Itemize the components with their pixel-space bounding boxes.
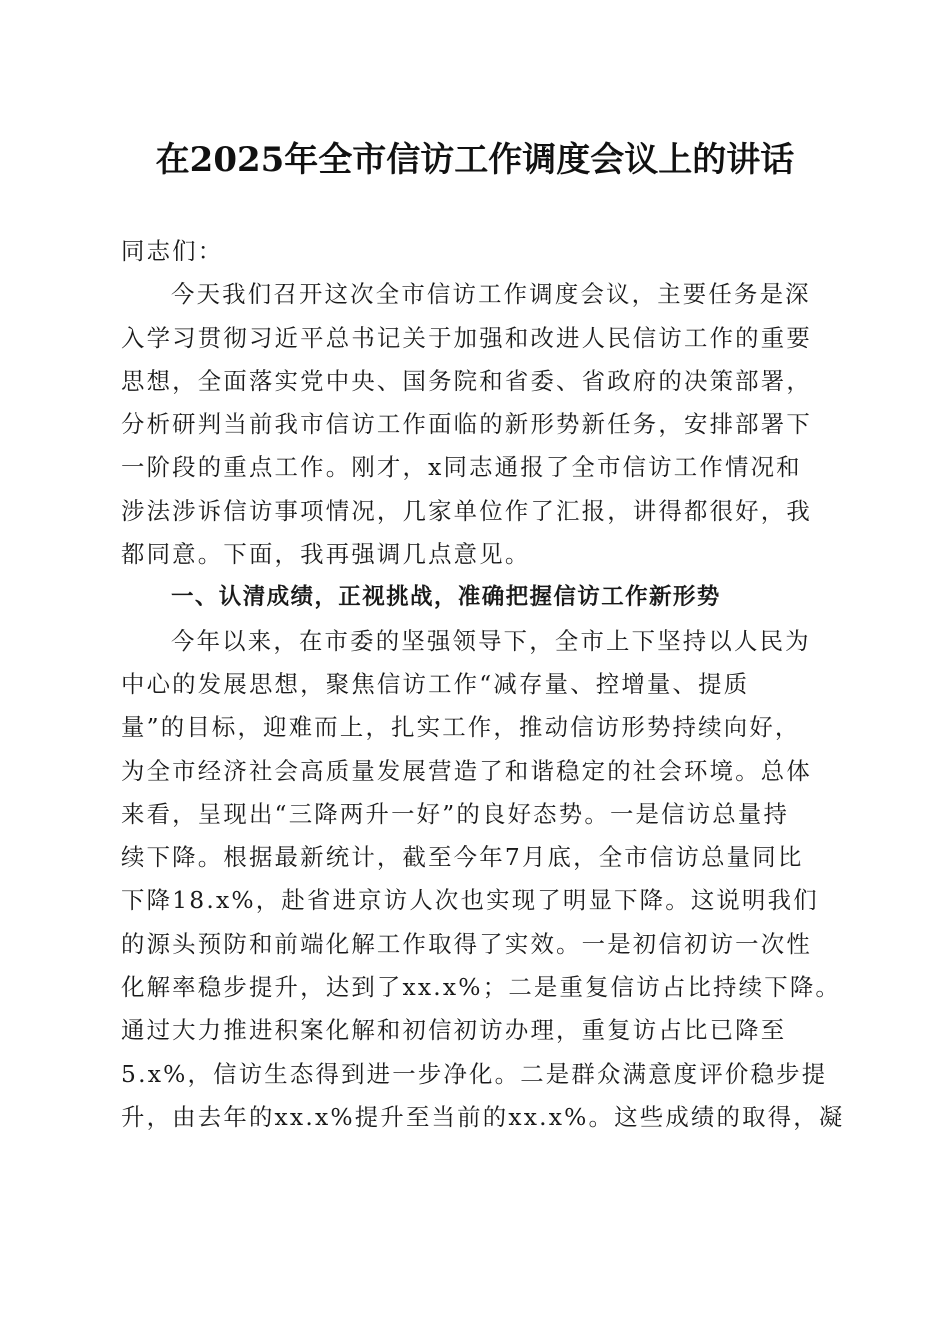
paragraph-line: 中心的发展思想，聚焦信访工作“减存量、控增量、提质 [121,669,750,698]
paragraph-line: 为全市经济社会高质量发展营造了和谐稳定的社会环境。总体 [121,756,812,785]
paragraph-line: 的源头预防和前端化解工作取得了实效。一是初信初访一次性 [121,929,812,958]
paragraph-line: 通过大力推进积案化解和初信初访办理，重复访占比已降至 [121,1016,787,1045]
paragraph-line: 思想，全面落实党中央、国务院和省委、省政府的决策部署， [121,366,812,395]
paragraph-line: 量”的目标，迎难而上，扎实工作，推动信访形势持续向好， [121,713,801,742]
paragraph-line: 化解率稳步提升，达到了xx.x%；二是重复信访占比持续下降。 [121,973,841,1002]
paragraph-line: 都同意。下面，我再强调几点意见。 [121,540,531,569]
paragraph-line: 涉法涉诉信访事项情况，几家单位作了汇报，讲得都很好，我 [121,496,812,525]
salutation: 同志们： [121,237,224,265]
document-title: 在2025年全市信访工作调度会议上的讲话 [155,140,795,180]
paragraph-line: 5.x%，信访生态得到进一步净化。二是群众满意度评价稳步提 [121,1059,828,1088]
paragraph-line: 今天我们召开这次全市信访工作调度会议，主要任务是深 [171,280,811,309]
paragraph-line: 续下降。根据最新统计，截至今年7月底，全市信访总量同比 [121,843,804,872]
section-heading: 一、认清成绩，正视挑战，准确把握信访工作新形势 [171,584,721,611]
paragraph-line: 入学习贯彻习近平总书记关于加强和改进人民信访工作的重要 [121,323,812,352]
paragraph-line: 来看，呈现出“三降两升一好”的良好态势。一是信访总量持 [121,799,790,828]
paragraph-line: 下降18.x%，赴省进京访人次也实现了明显下降。这说明我们 [121,886,819,915]
paragraph-line: 分析研判当前我市信访工作面临的新形势新任务，安排部署下 [121,410,812,439]
paragraph-line: 升，由去年的xx.x%提升至当前的xx.x%。这些成绩的取得，凝 [121,1102,845,1131]
paragraph-line: 今年以来，在市委的坚强领导下，全市上下坚持以人民为 [171,626,811,655]
document-body [121,230,845,1139]
paragraph-line: 一阶段的重点工作。刚才，x同志通报了全市信访工作情况和 [121,453,802,482]
